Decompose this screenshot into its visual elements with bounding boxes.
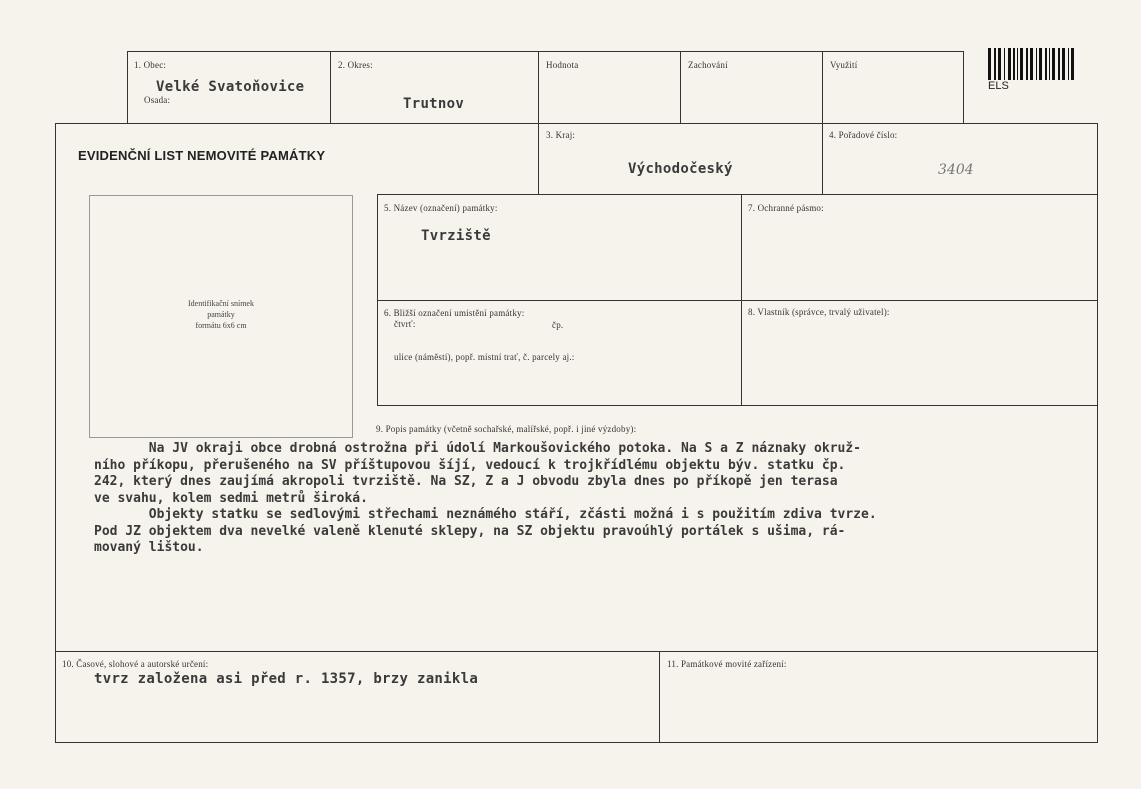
kraj-value: Východočeský xyxy=(628,161,733,177)
umisteni-label: 6. Bližší označení umístění památky: xyxy=(384,308,525,318)
ulice-label: ulice (náměstí), popř. místní trať, č. parcely aj.: xyxy=(394,352,575,362)
popis-line: ního příkopu, přerušeného na SV příštupovou šíjí, vedoucí k trojkřídlému objektu býv. statku čp. xyxy=(94,457,846,473)
obec-value: Velké Svatoňovice xyxy=(156,79,305,95)
casove-value: tvrz založena asi před r. 1357, brzy zanikla xyxy=(94,671,479,687)
photo-caption-line2: památky xyxy=(207,310,235,319)
popis-line: ve svahu, kolem sedmi metrů široká. xyxy=(94,490,368,506)
okres-label: 2. Okres: xyxy=(338,60,373,70)
nazev-label: 5. Název (označení) památky: xyxy=(384,203,498,213)
popis-line: 242, který dnes zaujímá akropoli tvrziště. Na SZ, Z a J obvodu zbyla dnes po příkopě jen terasa xyxy=(94,474,838,489)
popis-line: Objekty statku se sedlovými střechami neznámého stáří, zčásti možná i s použitím zdiva tvrze. xyxy=(94,507,877,522)
barcode xyxy=(988,48,1076,80)
popis-line: movaný lištou. xyxy=(94,540,204,555)
hodnota-label: Hodnota xyxy=(546,60,579,70)
vyuziti-label: Využití xyxy=(830,60,858,70)
poradove-value: 3404 xyxy=(938,162,974,178)
poradove-label: 4. Pořadové číslo: xyxy=(829,130,898,140)
popis-label: 9. Popis památky (včetně sochařské, malířské, popř. i jiné výzdoby): xyxy=(376,424,637,434)
form-title: EVIDENČNÍ LIST NEMOVITÉ PAMÁTKY xyxy=(78,148,326,163)
photo-caption-line3: formátu 6x6 cm xyxy=(195,321,247,330)
okres-value: Trutnov xyxy=(403,96,465,112)
kraj-label: 3. Kraj: xyxy=(546,130,576,140)
ctvrt-label: čtvrť: xyxy=(394,319,416,329)
movite-label: 11. Památkové movité zařízení: xyxy=(667,659,787,669)
casove-label: 10. Časové, slohové a autorské určení: xyxy=(62,659,209,669)
photo-caption-line1: Identifikační snímek xyxy=(188,299,254,308)
kraj-box xyxy=(538,123,823,195)
popis-line: Pod JZ objektem dva nevelké valeně klenuté sklepy, na SZ objektu pravoúhlý portálek s ušima, rá- xyxy=(94,523,846,539)
popis-line: Na JV okraji obce drobná ostrožna při údolí Markoušovického potoka. Na S a Z náznaky okruž- xyxy=(94,441,862,456)
zachovani-label: Zachování xyxy=(688,60,728,70)
cp-label: čp. xyxy=(552,320,564,330)
ochranne-label: 7. Ochranné pásmo: xyxy=(748,203,824,213)
vlastnik-label: 8. Vlastník (správce, trvalý uživatel): xyxy=(748,307,890,317)
photo-caption xyxy=(89,298,353,331)
nazev-value: Tvrziště xyxy=(421,228,491,244)
popis-text xyxy=(94,441,1074,557)
barcode-caption: ELS xyxy=(988,80,1009,92)
osada-label: Osada: xyxy=(144,95,171,105)
obec-label: 1. Obec: xyxy=(134,60,167,70)
